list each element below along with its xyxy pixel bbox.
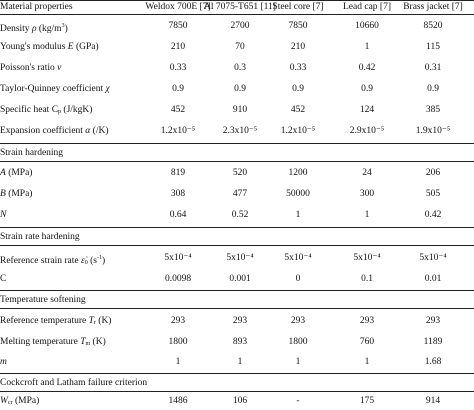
row-label: Density ρ $(kg/m^3)$ bbox=[0, 23, 68, 34]
cell: 70 bbox=[235, 42, 245, 52]
cell: 452 bbox=[290, 105, 306, 115]
cell: 7850 bbox=[288, 21, 308, 31]
cell: 893 bbox=[232, 337, 248, 347]
cell: 477 bbox=[232, 189, 248, 199]
section-title-row bbox=[0, 230, 474, 244]
cell: 1.68 bbox=[424, 357, 442, 367]
row-label: Poisson's ratio ν bbox=[0, 63, 62, 73]
cell: 0.3 bbox=[234, 63, 246, 73]
section-title-row bbox=[0, 376, 474, 390]
cell: 0.42 bbox=[358, 63, 376, 73]
table-row bbox=[0, 272, 474, 286]
header-label: Material properties bbox=[0, 2, 73, 12]
cell: 175 bbox=[359, 396, 375, 406]
cell: 24 bbox=[362, 168, 372, 178]
section-rule bbox=[0, 373, 474, 374]
cell: 819 bbox=[170, 168, 186, 178]
cell: 50000 bbox=[286, 189, 310, 199]
table-row bbox=[0, 19, 474, 33]
section-title: Strain rate hardening bbox=[0, 232, 80, 242]
cell: 0.64 bbox=[169, 210, 187, 220]
cell: 0.52 bbox=[231, 210, 249, 220]
cell: 5x10⁻⁴ bbox=[164, 253, 192, 263]
section-rule bbox=[0, 391, 474, 392]
row-label: A (MPa) bbox=[0, 168, 33, 178]
cell: 1200 bbox=[288, 168, 308, 178]
cell: 914 bbox=[425, 396, 441, 406]
header-col-lead-cap: Lead cap [7] bbox=[343, 2, 391, 12]
cell: 1 bbox=[364, 42, 370, 52]
cell: 760 bbox=[359, 337, 375, 347]
cell: 1 bbox=[364, 357, 370, 367]
cell: 0.33 bbox=[169, 63, 187, 73]
row-label: Reference temperature Tr (K) bbox=[0, 316, 112, 326]
cell: 910 bbox=[232, 105, 248, 115]
cell: 300 bbox=[359, 189, 375, 199]
cell: 1486 bbox=[168, 396, 188, 406]
cell: 1800 bbox=[288, 337, 308, 347]
cell: 293 bbox=[232, 316, 248, 326]
table-row bbox=[0, 103, 474, 117]
table-row bbox=[0, 335, 474, 349]
cell: 0.33 bbox=[289, 63, 307, 73]
row-label: N bbox=[0, 210, 7, 220]
cell: 2.9x10⁻⁵ bbox=[349, 126, 385, 136]
section-rule bbox=[0, 290, 474, 291]
cell: 1 bbox=[237, 357, 243, 367]
row-label: Melting temperature Tm (K) bbox=[0, 337, 106, 347]
section-rule bbox=[0, 245, 474, 246]
cell: 0.9 bbox=[292, 84, 304, 94]
section-title: Cockcroft and Latham failure criterion bbox=[0, 378, 148, 388]
cell: 452 bbox=[170, 105, 186, 115]
cell: 2.3x10⁻⁵ bbox=[222, 126, 258, 136]
table-row bbox=[0, 82, 474, 96]
cell: 0.9 bbox=[234, 84, 246, 94]
table-row bbox=[0, 40, 474, 54]
table-row bbox=[0, 208, 474, 222]
cell: - bbox=[296, 396, 300, 406]
cell: 1 bbox=[295, 210, 301, 220]
header-col-weldox: Weldox 700E [7] bbox=[145, 2, 211, 12]
cell: 293 bbox=[359, 316, 375, 326]
cell: 0.9 bbox=[427, 84, 439, 94]
section-rule bbox=[0, 143, 474, 144]
row-label: C bbox=[0, 274, 7, 284]
cell: 0.9 bbox=[172, 84, 184, 94]
cell: 1189 bbox=[423, 337, 443, 347]
cell: 293 bbox=[170, 316, 186, 326]
cell: 520 bbox=[232, 168, 248, 178]
table-row bbox=[0, 355, 474, 369]
cell: 0.0098 bbox=[164, 274, 192, 284]
table-row bbox=[0, 166, 474, 180]
cell: 1 bbox=[175, 357, 181, 367]
cell: 210 bbox=[170, 42, 186, 52]
row-label: Expansion coefficient α (/K) bbox=[0, 126, 109, 136]
cell: 0 bbox=[295, 274, 301, 284]
cell: 0.01 bbox=[424, 274, 442, 284]
section-title-row bbox=[0, 146, 474, 160]
row-label: m bbox=[0, 357, 7, 367]
cell: 5x10⁻⁴ bbox=[419, 253, 447, 263]
cell: 115 bbox=[426, 42, 440, 52]
cell: 1.2x10⁻⁵ bbox=[280, 126, 316, 136]
cell: 5x10⁻⁴ bbox=[284, 253, 312, 263]
cell: 385 bbox=[425, 105, 441, 115]
table-row bbox=[0, 124, 474, 138]
row-label: Reference strain rate ε̇0 $(s^{-1})$ bbox=[0, 255, 106, 266]
cell: 0.42 bbox=[424, 210, 442, 220]
cell: 210 bbox=[290, 42, 306, 52]
table-row bbox=[0, 314, 474, 328]
cell: 8520 bbox=[423, 21, 443, 31]
cell: 106 bbox=[232, 396, 248, 406]
cell: 0.1 bbox=[361, 274, 373, 284]
row-label: B (MPa) bbox=[0, 189, 33, 199]
cell: 0.001 bbox=[229, 274, 251, 284]
cell: 2700 bbox=[230, 21, 250, 31]
table-row bbox=[0, 187, 474, 201]
section-rule bbox=[0, 308, 474, 309]
header-col-brass-jacket: Brass jacket [7] bbox=[403, 2, 463, 12]
section-rule bbox=[0, 227, 474, 228]
cell: 293 bbox=[425, 316, 441, 326]
table-row bbox=[0, 251, 474, 265]
section-title: Strain hardening bbox=[0, 148, 64, 158]
section-rule bbox=[0, 161, 474, 162]
header-col-al7075: Al 7075-T651 [11] bbox=[204, 2, 276, 12]
row-label: Taylor-Quinney coefficient χ bbox=[0, 84, 110, 94]
cell: 7850 bbox=[168, 21, 188, 31]
cell: 206 bbox=[425, 168, 441, 178]
cell: 1.9x10⁻⁵ bbox=[415, 126, 451, 136]
row-label: Specific heat Cp (J/kgK) bbox=[0, 105, 93, 115]
cell: 1 bbox=[364, 210, 370, 220]
cell: 10660 bbox=[355, 21, 379, 31]
section-title: Temperature softening bbox=[0, 295, 86, 305]
cell: 5x10⁻⁴ bbox=[353, 253, 381, 263]
header-rule bbox=[0, 14, 474, 15]
cell: 124 bbox=[359, 105, 375, 115]
row-label: Wcr (MPa) bbox=[0, 396, 40, 406]
cell: 5x10⁻⁴ bbox=[226, 253, 254, 263]
cell: 0.31 bbox=[424, 63, 442, 73]
table-row bbox=[0, 61, 474, 75]
cell: 1800 bbox=[168, 337, 188, 347]
section-title-row bbox=[0, 293, 474, 307]
table-header-row bbox=[0, 0, 474, 14]
cell: 505 bbox=[425, 189, 441, 199]
header-col-steel-core: Steel core [7] bbox=[272, 2, 324, 12]
table-row bbox=[0, 394, 474, 408]
cell: 0.9 bbox=[361, 84, 373, 94]
cell: 293 bbox=[290, 316, 306, 326]
cell: 1.2x10⁻⁵ bbox=[160, 126, 196, 136]
cell: 1 bbox=[295, 357, 301, 367]
cell: 308 bbox=[170, 189, 186, 199]
row-label: Young's modulus E (GPa) bbox=[0, 42, 99, 52]
